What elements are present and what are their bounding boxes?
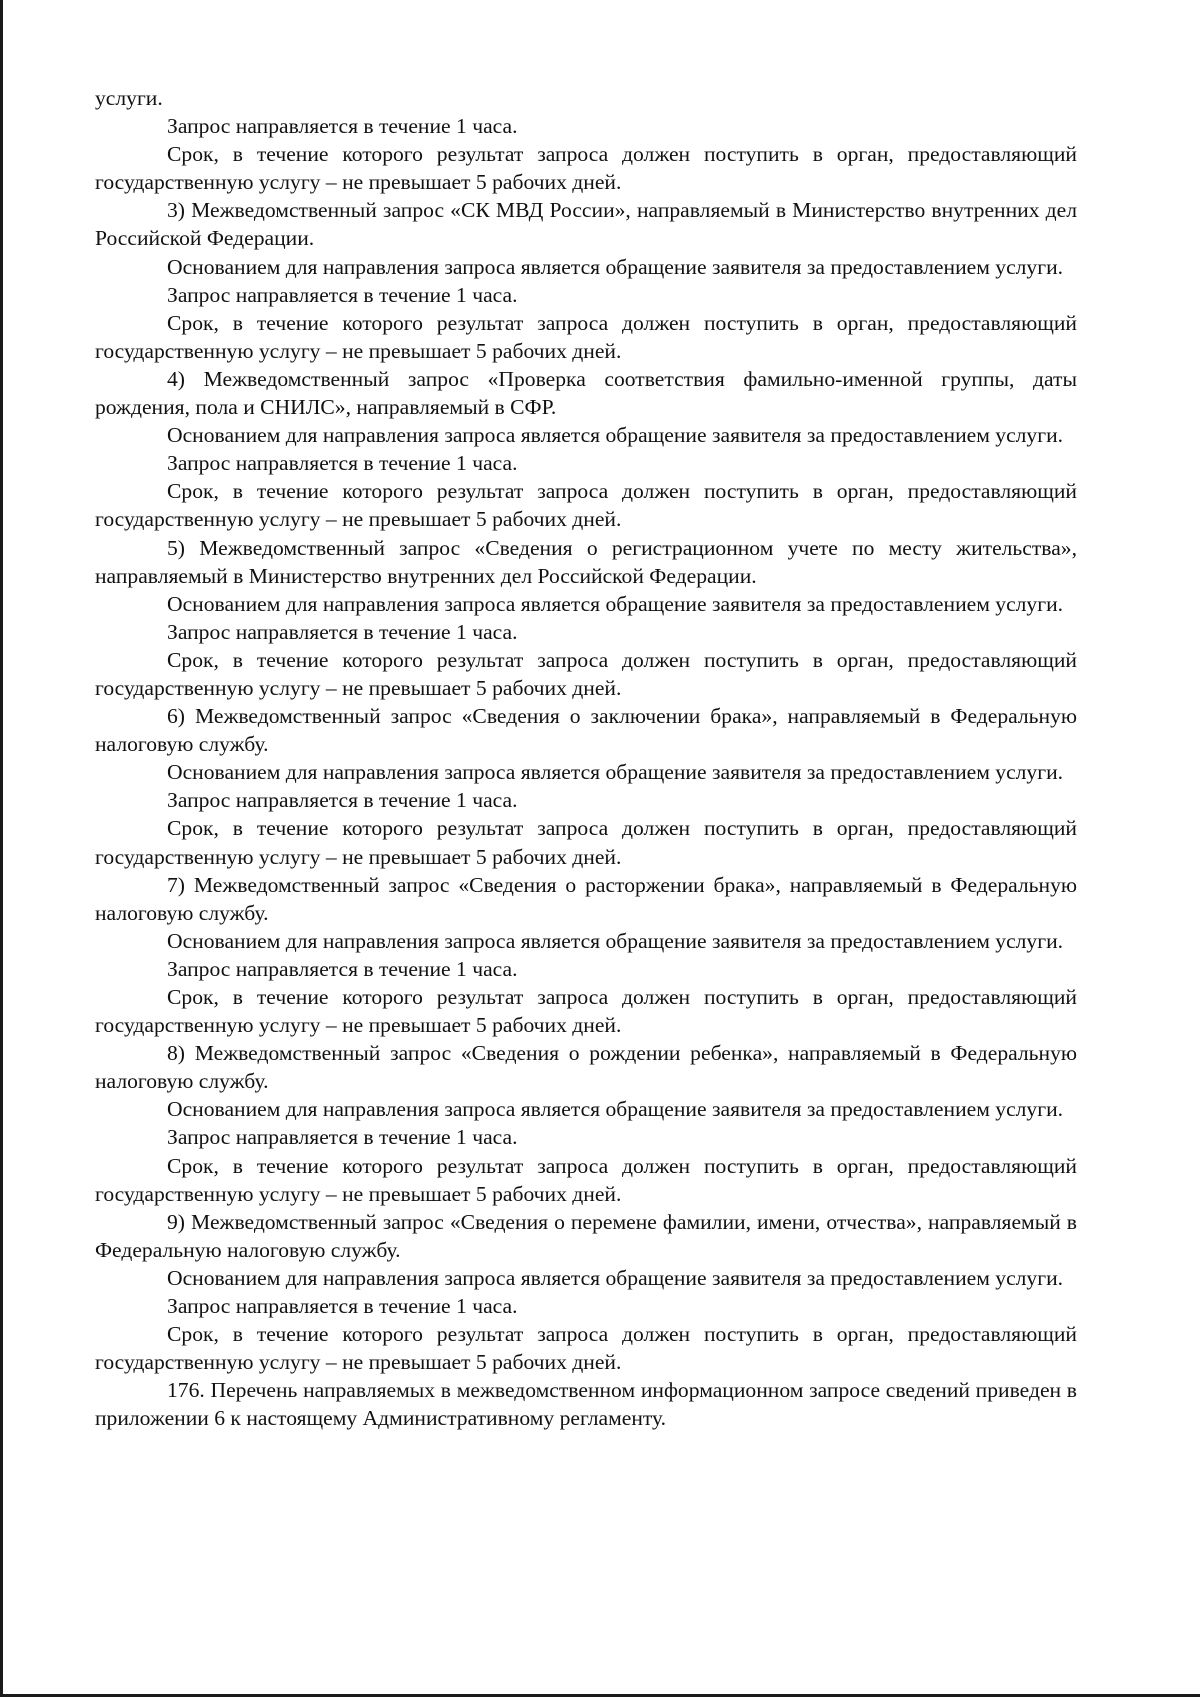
- paragraph: 8) Межведомственный запрос «Сведения о рождении ребенка», направляемый в Федеральную налоговую службу.: [95, 1041, 1077, 1094]
- paragraph: Запрос направляется в течение 1 часа.: [167, 114, 518, 139]
- paragraph: 4) Межведомственный запрос «Проверка соответствия фамильно-именной группы, даты рождения, пола и СНИЛС», направляемый в СФР.: [95, 366, 1077, 420]
- paragraph: Срок, в течение которого результат запроса должен поступить в орган, предоставляющий государственную услугу – не превышает 5 рабочих дней.: [95, 816, 1077, 869]
- paragraph: Основанием для направления запроса является обращение заявителя за предоставлением услуги.: [167, 1265, 1064, 1290]
- paragraph: 6) Межведомственный запрос «Сведения о заключении брака», направляемый в Федеральную налоговую службу.: [95, 704, 1077, 757]
- paragraph: Запрос направляется в течение 1 часа.: [167, 619, 518, 644]
- paragraph: Срок, в течение которого результат запроса должен поступить в орган, предоставляющий государственную услугу – не превышает 5 рабочих дней.: [95, 479, 1077, 532]
- scan-border-left: [0, 0, 3, 1697]
- paragraph: Основанием для направления запроса является обращение заявителя за предоставлением услуги.: [167, 423, 1064, 448]
- paragraph: Срок, в течение которого результат запроса должен поступить в орган, предоставляющий государственную услугу – не превышает 5 рабочих дней.: [95, 647, 1077, 700]
- paragraph: Запрос направляется в течение 1 часа.: [167, 956, 518, 981]
- paragraph: Основанием для направления запроса является обращение заявителя за предоставлением услуги.: [167, 760, 1064, 785]
- paragraph: Запрос направляется в течение 1 часа.: [167, 1294, 518, 1319]
- paragraph: 3) Межведомственный запрос «СК МВД России», направляемый в Министерство внутренних дел Российской Федерации.: [95, 198, 1077, 251]
- paragraph: Запрос направляется в течение 1 часа.: [167, 282, 518, 307]
- paragraph: 176. Перечень направляемых в межведомственном информационном запросе сведений приведен в приложении 6 к настоящему Административному регламенту.: [95, 1378, 1077, 1431]
- paragraph: Основанием для направления запроса является обращение заявителя за предоставлением услуги.: [167, 928, 1064, 953]
- paragraph: Запрос направляется в течение 1 часа.: [167, 451, 518, 476]
- paragraph: Срок, в течение которого результат запроса должен поступить в орган, предоставляющий государственную услугу – не превышает 5 рабочих дней.: [95, 985, 1077, 1038]
- paragraph: Основанием для направления запроса является обращение заявителя за предоставлением услуги.: [167, 591, 1064, 616]
- paragraph: 9) Межведомственный запрос «Сведения о перемене фамилии, имени, отчества», направляемый в Федеральную налоговую службу.: [95, 1209, 1077, 1262]
- paragraph: 5) Межведомственный запрос «Сведения о регистрационном учете по месту жительства», направляемый в Министерство внутренних дел Российской Федерации.: [95, 535, 1077, 588]
- paragraph: Запрос направляется в течение 1 часа.: [167, 1125, 518, 1150]
- paragraph: Основанием для направления запроса является обращение заявителя за предоставлением услуги.: [167, 254, 1064, 279]
- paragraph: 7) Межведомственный запрос «Сведения о расторжении брака», направляемый в Федеральную налоговую службу.: [95, 872, 1077, 925]
- document-page: [95, 84, 1077, 1433]
- paragraph: Срок, в течение которого результат запроса должен поступить в орган, предоставляющий государственную услугу – не превышает 5 рабочих дней.: [95, 1322, 1077, 1375]
- paragraph: Срок, в течение которого результат запроса должен поступить в орган, предоставляющий государственную услугу – не превышает 5 рабочих дней.: [95, 1153, 1077, 1206]
- paragraph: Срок, в течение которого результат запроса должен поступить в орган, предоставляющий государственную услугу – не превышает 5 рабочих дней.: [95, 310, 1077, 363]
- paragraph: Запрос направляется в течение 1 часа.: [167, 788, 518, 813]
- paragraph: Срок, в течение которого результат запроса должен поступить в орган, предоставляющий государственную услугу – не превышает 5 рабочих дней.: [95, 142, 1077, 195]
- paragraph: Основанием для направления запроса является обращение заявителя за предоставлением услуги.: [167, 1097, 1064, 1122]
- paragraph: услуги.: [95, 86, 163, 110]
